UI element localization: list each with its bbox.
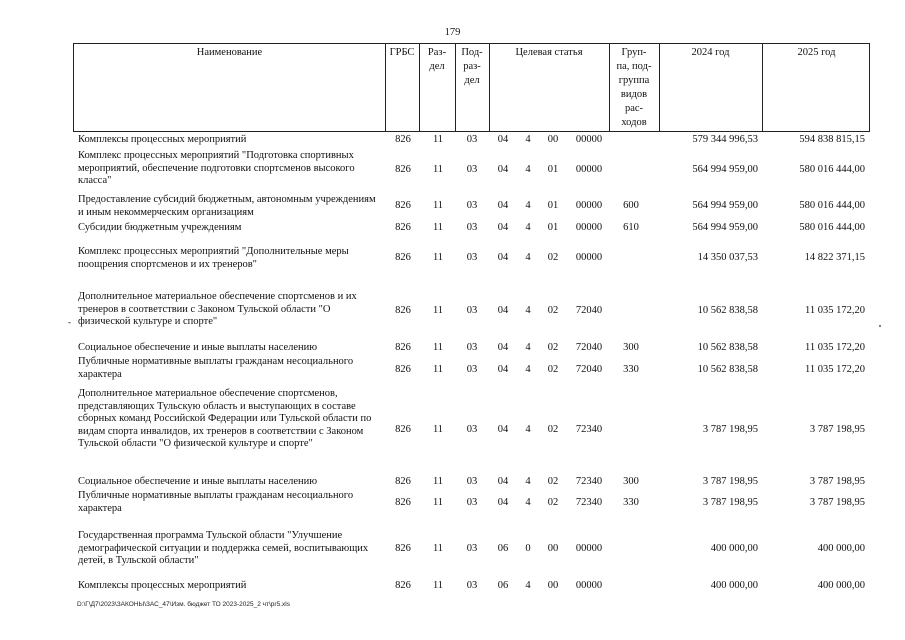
cell-podrazdel: 03 (466, 476, 478, 487)
cell-target-complex: 02 (547, 364, 559, 375)
cell-amount-2025: 400 000,00 (817, 580, 865, 591)
cell-amount-2024: 564 994 959,00 (692, 164, 758, 175)
cell-target-complex: 01 (547, 200, 559, 211)
cell-target-complex: 00 (547, 134, 559, 145)
cell-amount-2025: 3 787 198,95 (809, 424, 865, 435)
cell-expense-group: 300 (623, 476, 639, 487)
header-target-article: Целевая статья (515, 47, 583, 58)
cell-razdel: 11 (432, 342, 444, 353)
cell-amount-2024: 564 994 959,00 (692, 200, 758, 211)
cell-razdel: 11 (432, 476, 444, 487)
cell-razdel: 11 (432, 252, 444, 263)
cell-name: Комплексы процессных мероприятий (78, 134, 247, 145)
cell-target-program: 04 (497, 476, 509, 487)
cell-amount-2024: 3 787 198,95 (702, 424, 758, 435)
cell-target-type: 4 (525, 164, 531, 175)
cell-target-program: 04 (497, 305, 509, 316)
cell-target-direction: 72040 (575, 364, 603, 375)
cell-name: Комплексы процессных мероприятий (78, 580, 247, 591)
margin-mark: - (68, 317, 71, 327)
cell-target-type: 4 (525, 364, 531, 375)
cell-razdel: 11 (432, 164, 444, 175)
cell-target-direction: 00000 (575, 134, 603, 145)
cell-target-direction: 72340 (575, 476, 603, 487)
cell-expense-group: 610 (623, 222, 639, 233)
cell-razdel: 11 (432, 497, 444, 508)
cell-target-complex: 00 (547, 580, 559, 591)
cell-grbs: 826 (395, 476, 411, 487)
cell-amount-2025: 14 822 371,15 (804, 252, 865, 263)
table-header (73, 43, 870, 132)
cell-razdel: 11 (432, 134, 444, 145)
cell-name: Комплекс процессных мероприятий "Подготовка спортивных мероприятий, обеспечение подготовки спортсменов высокого класса" (78, 150, 355, 186)
header-expense-group: Груп- па, под- группа видов рас- ходов (616, 47, 652, 128)
cell-amount-2025: 3 787 198,95 (809, 476, 865, 487)
cell-name: Комплекс процессных мероприятий "Дополнительные меры поощрения спортсменов и их тренеров" (78, 246, 349, 270)
cell-target-program: 04 (497, 424, 509, 435)
cell-grbs: 826 (395, 364, 411, 375)
cell-target-complex: 02 (547, 305, 559, 316)
cell-amount-2024: 10 562 838,58 (697, 364, 758, 375)
cell-target-direction: 00000 (575, 222, 603, 233)
cell-target-type: 4 (525, 305, 531, 316)
header-razdel: Раз- дел (427, 47, 447, 72)
cell-target-program: 04 (497, 252, 509, 263)
cell-expense-group: 330 (623, 364, 639, 375)
cell-target-direction: 00000 (575, 164, 603, 175)
cell-podrazdel: 03 (466, 164, 478, 175)
cell-grbs: 826 (395, 134, 411, 145)
cell-amount-2024: 3 787 198,95 (702, 476, 758, 487)
cell-amount-2024: 10 562 838,58 (697, 305, 758, 316)
cell-expense-group: 330 (623, 497, 639, 508)
cell-amount-2025: 11 035 172,20 (805, 364, 865, 375)
cell-target-direction: 00000 (575, 252, 603, 263)
cell-amount-2024: 400 000,00 (710, 580, 758, 591)
cell-podrazdel: 03 (466, 424, 478, 435)
cell-name: Дополнительное материальное обеспечение спортсменов и их тренеров в соответствии с Законом Тульской области "О физической культуре и спорте" (78, 291, 357, 327)
cell-target-complex: 01 (547, 222, 559, 233)
cell-razdel: 11 (432, 305, 444, 316)
cell-amount-2024: 564 994 959,00 (692, 222, 758, 233)
cell-target-complex: 02 (547, 497, 559, 508)
cell-target-program: 04 (497, 164, 509, 175)
cell-amount-2025: 580 016 444,00 (799, 222, 865, 233)
cell-target-direction: 72340 (575, 424, 603, 435)
cell-podrazdel: 03 (466, 364, 478, 375)
cell-amount-2024: 3 787 198,95 (702, 497, 758, 508)
cell-target-type: 4 (525, 200, 531, 211)
header-year-2025: 2025 год (797, 47, 836, 58)
cell-podrazdel: 03 (466, 305, 478, 316)
cell-target-type: 4 (525, 342, 531, 353)
cell-target-type: 4 (525, 424, 531, 435)
cell-podrazdel: 03 (466, 342, 478, 353)
cell-target-complex: 02 (547, 476, 559, 487)
cell-target-program: 06 (497, 580, 509, 591)
cell-amount-2024: 579 344 996,53 (692, 134, 758, 145)
cell-target-type: 4 (525, 497, 531, 508)
cell-target-direction: 72340 (575, 497, 603, 508)
cell-amount-2025: 594 838 815,15 (799, 134, 865, 145)
header-name: Наименование (196, 47, 263, 58)
cell-name: Государственная программа Тульской области "Улучшение демографической ситуации и поддержка семей, воспитывающих детей, в Тульской области" (78, 530, 369, 566)
cell-razdel: 11 (432, 424, 444, 435)
cell-podrazdel: 03 (466, 543, 478, 554)
cell-name: Публичные нормативные выплаты гражданам несоциального характера (78, 356, 354, 380)
cell-amount-2024: 10 562 838,58 (697, 342, 758, 353)
cell-target-complex: 02 (547, 342, 559, 353)
cell-amount-2024: 400 000,00 (710, 543, 758, 554)
cell-grbs: 826 (395, 342, 411, 353)
cell-target-complex: 01 (547, 164, 559, 175)
cell-razdel: 11 (432, 222, 444, 233)
cell-podrazdel: 03 (466, 580, 478, 591)
cell-target-type: 4 (525, 580, 531, 591)
cell-name: Социальное обеспечение и иные выплаты населению (78, 476, 318, 487)
cell-podrazdel: 03 (466, 497, 478, 508)
cell-expense-group: 600 (623, 200, 639, 211)
cell-amount-2025: 11 035 172,20 (805, 305, 865, 316)
cell-grbs: 826 (395, 580, 411, 591)
cell-amount-2025: 3 787 198,95 (809, 497, 865, 508)
cell-amount-2025: 11 035 172,20 (805, 342, 865, 353)
cell-target-program: 04 (497, 364, 509, 375)
header-grbs: ГРБС (389, 47, 415, 58)
cell-target-direction: 72040 (575, 305, 603, 316)
cell-grbs: 826 (395, 252, 411, 263)
cell-target-type: 4 (525, 252, 531, 263)
cell-target-complex: 00 (547, 543, 559, 554)
cell-name: Публичные нормативные выплаты гражданам несоциального характера (78, 490, 354, 514)
cell-razdel: 11 (432, 200, 444, 211)
cell-target-program: 04 (497, 222, 509, 233)
cell-target-direction: 00000 (575, 200, 603, 211)
cell-target-direction: 00000 (575, 543, 603, 554)
cell-target-type: 0 (525, 543, 531, 554)
cell-target-program: 04 (497, 342, 509, 353)
cell-target-program: 04 (497, 200, 509, 211)
cell-target-program: 04 (497, 134, 509, 145)
cell-expense-group: 300 (623, 342, 639, 353)
cell-amount-2025: 580 016 444,00 (799, 164, 865, 175)
cell-name: Дополнительное материальное обеспечение спортсменов, представляющих Тульскую область и выступающих в составе сборных команд Российской Федерации или Тульской области по видам спорта инвалидов, их тренеров в соответствии с Законом Тульской области "О физической культуре и спорте" (78, 388, 372, 449)
cell-amount-2025: 580 016 444,00 (799, 200, 865, 211)
cell-name: Субсидии бюджетным учреждениям (78, 222, 242, 233)
cell-target-program: 04 (497, 497, 509, 508)
cell-amount-2025: 400 000,00 (817, 543, 865, 554)
cell-target-direction: 00000 (575, 580, 603, 591)
cell-razdel: 11 (432, 543, 444, 554)
cell-grbs: 826 (395, 305, 411, 316)
cell-podrazdel: 03 (466, 252, 478, 263)
cell-target-program: 06 (497, 543, 509, 554)
cell-grbs: 826 (395, 543, 411, 554)
margin-dot (879, 325, 881, 327)
cell-podrazdel: 03 (466, 222, 478, 233)
file-path-footer: D:\Г\Д7\2023\ЗАКОНЫ\ЗАС_47\Изм. бюджет ТО 2023-2025_2 чт\pr5.xls (77, 601, 290, 608)
cell-grbs: 826 (395, 222, 411, 233)
header-year-2024: 2024 год (691, 47, 730, 58)
page-number: 179 (444, 27, 461, 38)
cell-podrazdel: 03 (466, 134, 478, 145)
cell-target-direction: 72040 (575, 342, 603, 353)
cell-razdel: 11 (432, 364, 444, 375)
cell-razdel: 11 (432, 580, 444, 591)
cell-name: Социальное обеспечение и иные выплаты населению (78, 342, 318, 353)
cell-grbs: 826 (395, 424, 411, 435)
cell-target-type: 4 (525, 476, 531, 487)
cell-target-type: 4 (525, 222, 531, 233)
cell-target-complex: 02 (547, 424, 559, 435)
cell-target-type: 4 (525, 134, 531, 145)
cell-grbs: 826 (395, 497, 411, 508)
cell-name: Предоставление субсидий бюджетным, автономным учреждениям и иным некоммерческим организациям (78, 194, 376, 218)
header-podrazdel: Под- раз- дел (461, 47, 483, 86)
cell-target-complex: 02 (547, 252, 559, 263)
cell-amount-2024: 14 350 037,53 (697, 252, 758, 263)
cell-grbs: 826 (395, 164, 411, 175)
cell-podrazdel: 03 (466, 200, 478, 211)
cell-grbs: 826 (395, 200, 411, 211)
